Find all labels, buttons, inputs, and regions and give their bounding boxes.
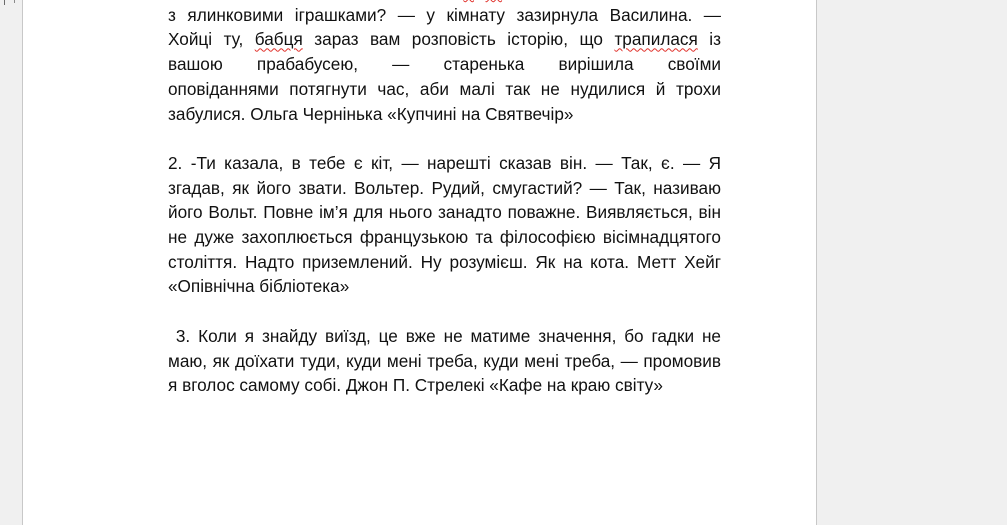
empty-line[interactable] [168, 299, 721, 324]
paragraph-1-line-6: забулися. Ольга Чернінька «Купчині на Святвечір» [168, 103, 574, 124]
ruler-tick [14, 0, 15, 3]
empty-line[interactable] [168, 126, 721, 151]
document-page[interactable] [22, 0, 817, 525]
paragraph-2[interactable]: 2. -Ти казала, в тебе є кіт, — нарешті сказав він. — Так, є. — Я згадав, як його звати. Вольтер. Рудий, смугастий? — Так, називаю його Вольт. Повне ім’я для нього занадто поважне. Виявляється, він не дуже захоплюється французькою та філософією вісімнадцятого століття. Надто приземлений. Ну розумієш. Як на кота. Метт Хейг «Опівнічна бібліотека» [168, 152, 721, 297]
paragraph-1-line-4: вашою прабабусею, — старенька вирішила своїми [168, 54, 721, 75]
misspelled-word[interactable]: трапилася [614, 29, 698, 50]
text-run: Хойці ту, [168, 29, 255, 50]
ruler-tick [4, 0, 5, 5]
paragraph-1-line-3 [168, 27, 721, 52]
paragraph-1-line-5: оповіданнями потягнути час, аби малі так не нудилися й трохи [168, 78, 721, 99]
paragraph-1[interactable] [168, 0, 721, 126]
misspelled-word[interactable]: бабця [254, 29, 303, 50]
document-body[interactable] [168, 0, 726, 398]
paragraph-1-line-2: з ялинковими іграшками? — у кімнату зазирнула Василина. — [168, 4, 721, 25]
text-run: зараз вам розповість історію, що [302, 29, 615, 50]
text-run: із [697, 29, 722, 50]
paragraph-3[interactable]: 3. Коли я знайду виїзд, це вже не матиме значення, бо гадки не маю, як доїхати туди, куди мені треба, куди мені треба, — промовив я вголос самому собі. Джон П. Стрелекі «Кафе на краю світу» [168, 325, 726, 396]
